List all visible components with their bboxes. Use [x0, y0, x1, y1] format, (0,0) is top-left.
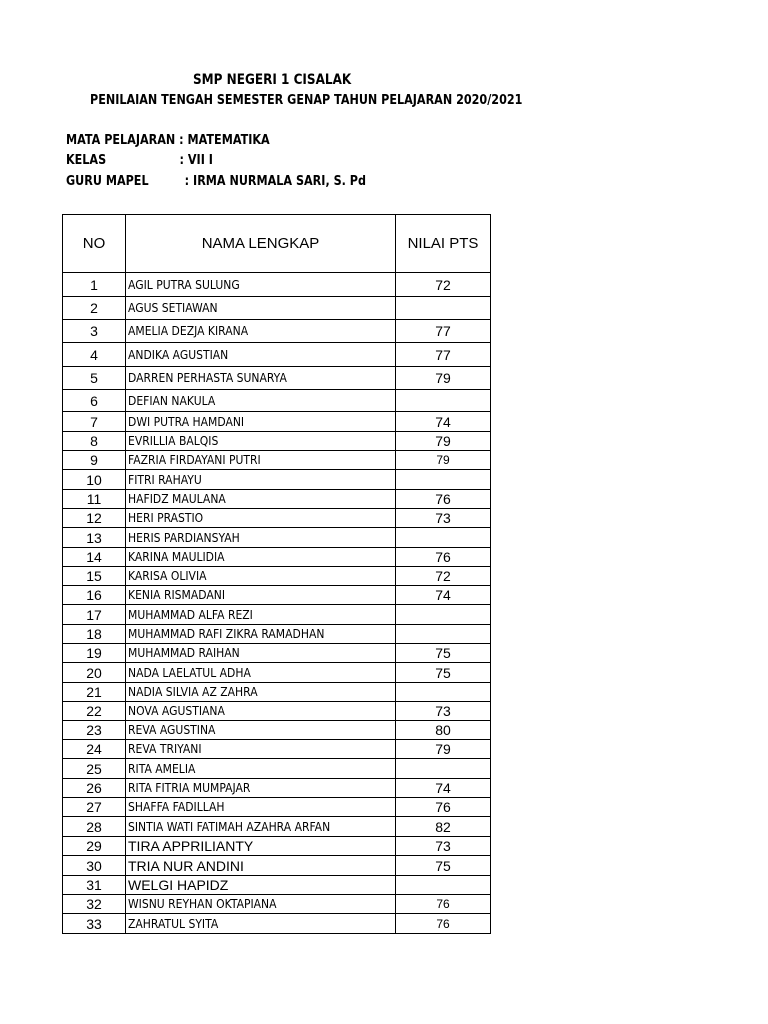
student-name-cell	[126, 343, 396, 367]
score-cell: 75	[396, 663, 491, 683]
table-row	[63, 343, 491, 367]
student-name-cell	[126, 779, 396, 798]
student-name: FITRI RAHAYU	[128, 472, 202, 487]
row-number: 12	[63, 509, 126, 528]
col-header-no: NO	[63, 215, 126, 273]
student-name-cell	[126, 605, 396, 625]
exam-title: PENILAIAN TENGAH SEMESTER GENAP TAHUN PELAJARAN 2020/2021	[90, 93, 523, 108]
student-name: ANDIKA AGUSTIAN	[128, 347, 229, 362]
table-row	[63, 837, 491, 856]
student-name: WELGI HAPIDZ	[128, 877, 229, 893]
row-number: 2	[63, 297, 126, 320]
table-row	[63, 779, 491, 798]
score-cell: 77	[396, 320, 491, 343]
student-name: RITA AMELIA	[128, 761, 196, 776]
table-row	[63, 759, 491, 779]
score-cell: 76	[396, 490, 491, 509]
row-number: 16	[63, 586, 126, 605]
student-name: KARINA MAULIDIA	[128, 550, 225, 564]
student-name-cell	[126, 817, 396, 837]
score-cell	[396, 625, 491, 644]
teacher-line	[66, 174, 366, 189]
table-row	[63, 412, 491, 432]
student-name-cell	[126, 432, 396, 451]
student-name: AGUS SETIAWAN	[128, 301, 218, 315]
row-number: 21	[63, 683, 126, 702]
score-cell	[396, 605, 491, 625]
student-name-cell	[126, 914, 396, 934]
row-number: 6	[63, 390, 126, 412]
score-cell: 73	[396, 837, 491, 856]
row-number: 15	[63, 567, 126, 586]
table-row	[63, 432, 491, 451]
student-name-cell	[126, 273, 396, 297]
row-number: 17	[63, 605, 126, 625]
row-number: 18	[63, 625, 126, 644]
student-name: ZAHRATUL SYITA	[128, 916, 219, 931]
student-name: FAZRIA FIRDAYANI PUTRI	[128, 453, 261, 467]
score-cell: 79	[396, 432, 491, 451]
col-header-score: NILAI PTS	[396, 215, 491, 273]
student-name-cell	[126, 470, 396, 490]
student-name: HERIS PARDIANSYAH	[128, 530, 240, 545]
row-number: 3	[63, 320, 126, 343]
row-number: 20	[63, 663, 126, 683]
student-name-cell	[126, 320, 396, 343]
table-row	[63, 320, 491, 343]
subject-value: : MATEMATIKA	[179, 133, 270, 148]
score-cell: 76	[396, 914, 491, 934]
student-name: RITA FITRIA MUMPAJAR	[128, 781, 251, 795]
teacher-value: : IRMA NURMALA SARI, S. Pd	[184, 174, 366, 189]
table-row	[63, 876, 491, 895]
student-name-cell	[126, 528, 396, 548]
score-cell: 80	[396, 721, 491, 740]
row-number: 10	[63, 470, 126, 490]
student-name-cell	[126, 740, 396, 759]
row-number: 9	[63, 451, 126, 470]
student-name-cell	[126, 663, 396, 683]
student-name: REVA AGUSTINA	[128, 723, 216, 737]
student-name: EVRILLIA BALQIS	[128, 434, 219, 448]
table-row	[63, 470, 491, 490]
table-row	[63, 721, 491, 740]
table-row	[63, 390, 491, 412]
student-name: DARREN PERHASTA SUNARYA	[128, 371, 287, 385]
score-cell: 76	[396, 548, 491, 567]
student-name: NOVA AGUSTIANA	[128, 704, 225, 718]
student-name: MUHAMMAD RAFI ZIKRA RAMADHAN	[128, 627, 325, 641]
student-name-cell	[126, 683, 396, 702]
table-row	[63, 817, 491, 837]
score-cell: 73	[396, 509, 491, 528]
student-name-cell	[126, 798, 396, 817]
row-number: 24	[63, 740, 126, 759]
row-number: 5	[63, 367, 126, 390]
student-name-cell	[126, 509, 396, 528]
score-cell: 77	[396, 343, 491, 367]
score-cell	[396, 759, 491, 779]
table-row	[63, 490, 491, 509]
score-cell: 82	[396, 817, 491, 837]
score-cell: 79	[396, 451, 491, 470]
table-row	[63, 297, 491, 320]
row-number: 11	[63, 490, 126, 509]
student-name: REVA TRIYANI	[128, 742, 202, 756]
student-name-cell	[126, 367, 396, 390]
score-cell: 72	[396, 567, 491, 586]
student-name-cell	[126, 759, 396, 779]
student-name: TRIA NUR ANDINI	[128, 857, 244, 874]
student-name-cell	[126, 451, 396, 470]
student-name-cell	[126, 625, 396, 644]
score-cell	[396, 683, 491, 702]
table-header-row	[63, 215, 491, 273]
row-number: 27	[63, 798, 126, 817]
col-header-name: NAMA LENGKAP	[126, 215, 396, 273]
score-cell	[396, 297, 491, 320]
grades-table	[62, 214, 491, 934]
student-name: HAFIDZ MAULANA	[128, 492, 226, 506]
row-number: 14	[63, 548, 126, 567]
row-number: 4	[63, 343, 126, 367]
teacher-label: GURU MAPEL	[66, 174, 149, 189]
student-name-cell	[126, 644, 396, 663]
student-name: SHAFFA FADILLAH	[128, 800, 225, 814]
score-cell: 75	[396, 856, 491, 876]
student-name: DEFIAN NAKULA	[128, 393, 216, 408]
score-cell: 74	[396, 586, 491, 605]
table-row	[63, 548, 491, 567]
student-name-cell	[126, 895, 396, 914]
class-value: : VII I	[179, 153, 213, 168]
row-number: 30	[63, 856, 126, 876]
student-name-cell	[126, 702, 396, 721]
student-name: AGIL PUTRA SULUNG	[128, 277, 240, 292]
student-name: TIRA APPRILIANTY	[128, 838, 254, 854]
row-number: 29	[63, 837, 126, 856]
score-cell	[396, 390, 491, 412]
row-number: 28	[63, 817, 126, 837]
table-row	[63, 625, 491, 644]
score-cell: 74	[396, 412, 491, 432]
student-name: SINTIA WATI FATIMAH AZAHRA ARFAN	[128, 819, 331, 834]
table-row	[63, 702, 491, 721]
row-number: 1	[63, 273, 126, 297]
student-name-cell	[126, 390, 396, 412]
student-name: NADIA SILVIA AZ ZAHRA	[128, 685, 258, 699]
row-number: 25	[63, 759, 126, 779]
score-cell: 76	[396, 798, 491, 817]
score-cell: 75	[396, 644, 491, 663]
table-row	[63, 644, 491, 663]
student-name: NADA LAELATUL ADHA	[128, 665, 251, 680]
table-row	[63, 451, 491, 470]
student-name: AMELIA DEZJA KIRANA	[128, 324, 249, 338]
student-name: KARISA OLIVIA	[128, 569, 207, 583]
row-number: 31	[63, 876, 126, 895]
student-name-cell	[126, 297, 396, 320]
score-cell: 74	[396, 779, 491, 798]
student-name-cell	[126, 721, 396, 740]
score-cell: 73	[396, 702, 491, 721]
class-label: KELAS	[66, 153, 107, 168]
row-number: 22	[63, 702, 126, 721]
score-cell: 79	[396, 367, 491, 390]
subject-line	[66, 133, 270, 148]
table-row	[63, 586, 491, 605]
subject-label: MATA PELAJARAN	[66, 133, 176, 148]
student-name-cell	[126, 412, 396, 432]
table-row	[63, 914, 491, 934]
table-row	[63, 798, 491, 817]
score-cell: 79	[396, 740, 491, 759]
table-row	[63, 509, 491, 528]
table-row	[63, 567, 491, 586]
row-number: 13	[63, 528, 126, 548]
row-number: 7	[63, 412, 126, 432]
table-row	[63, 528, 491, 548]
student-name-cell	[126, 876, 396, 895]
table-row	[63, 605, 491, 625]
score-cell: 76	[396, 895, 491, 914]
student-name: MUHAMMAD ALFA REZI	[128, 607, 253, 622]
student-name: DWI PUTRA HAMDANI	[128, 414, 245, 429]
student-name-cell	[126, 586, 396, 605]
student-name: HERI PRASTIO	[128, 511, 204, 525]
class-line	[66, 153, 213, 168]
score-cell	[396, 876, 491, 895]
student-name: KENIA RISMADANI	[128, 588, 226, 602]
student-name-cell	[126, 548, 396, 567]
row-number: 8	[63, 432, 126, 451]
student-name: WISNU REYHAN OKTAPIANA	[128, 897, 277, 911]
table-row	[63, 895, 491, 914]
table-row	[63, 367, 491, 390]
student-name-cell	[126, 490, 396, 509]
row-number: 32	[63, 895, 126, 914]
table-row	[63, 856, 491, 876]
school-title: SMP NEGERI 1 CISALAK	[193, 72, 352, 88]
student-name-cell	[126, 837, 396, 856]
student-name-cell	[126, 856, 396, 876]
row-number: 33	[63, 914, 126, 934]
table-row	[63, 683, 491, 702]
row-number: 26	[63, 779, 126, 798]
student-name-cell	[126, 567, 396, 586]
table-row	[63, 273, 491, 297]
score-cell	[396, 528, 491, 548]
row-number: 19	[63, 644, 126, 663]
row-number: 23	[63, 721, 126, 740]
table-row	[63, 740, 491, 759]
table-row	[63, 663, 491, 683]
score-cell: 72	[396, 273, 491, 297]
student-name: MUHAMMAD RAIHAN	[128, 646, 240, 660]
score-cell	[396, 470, 491, 490]
